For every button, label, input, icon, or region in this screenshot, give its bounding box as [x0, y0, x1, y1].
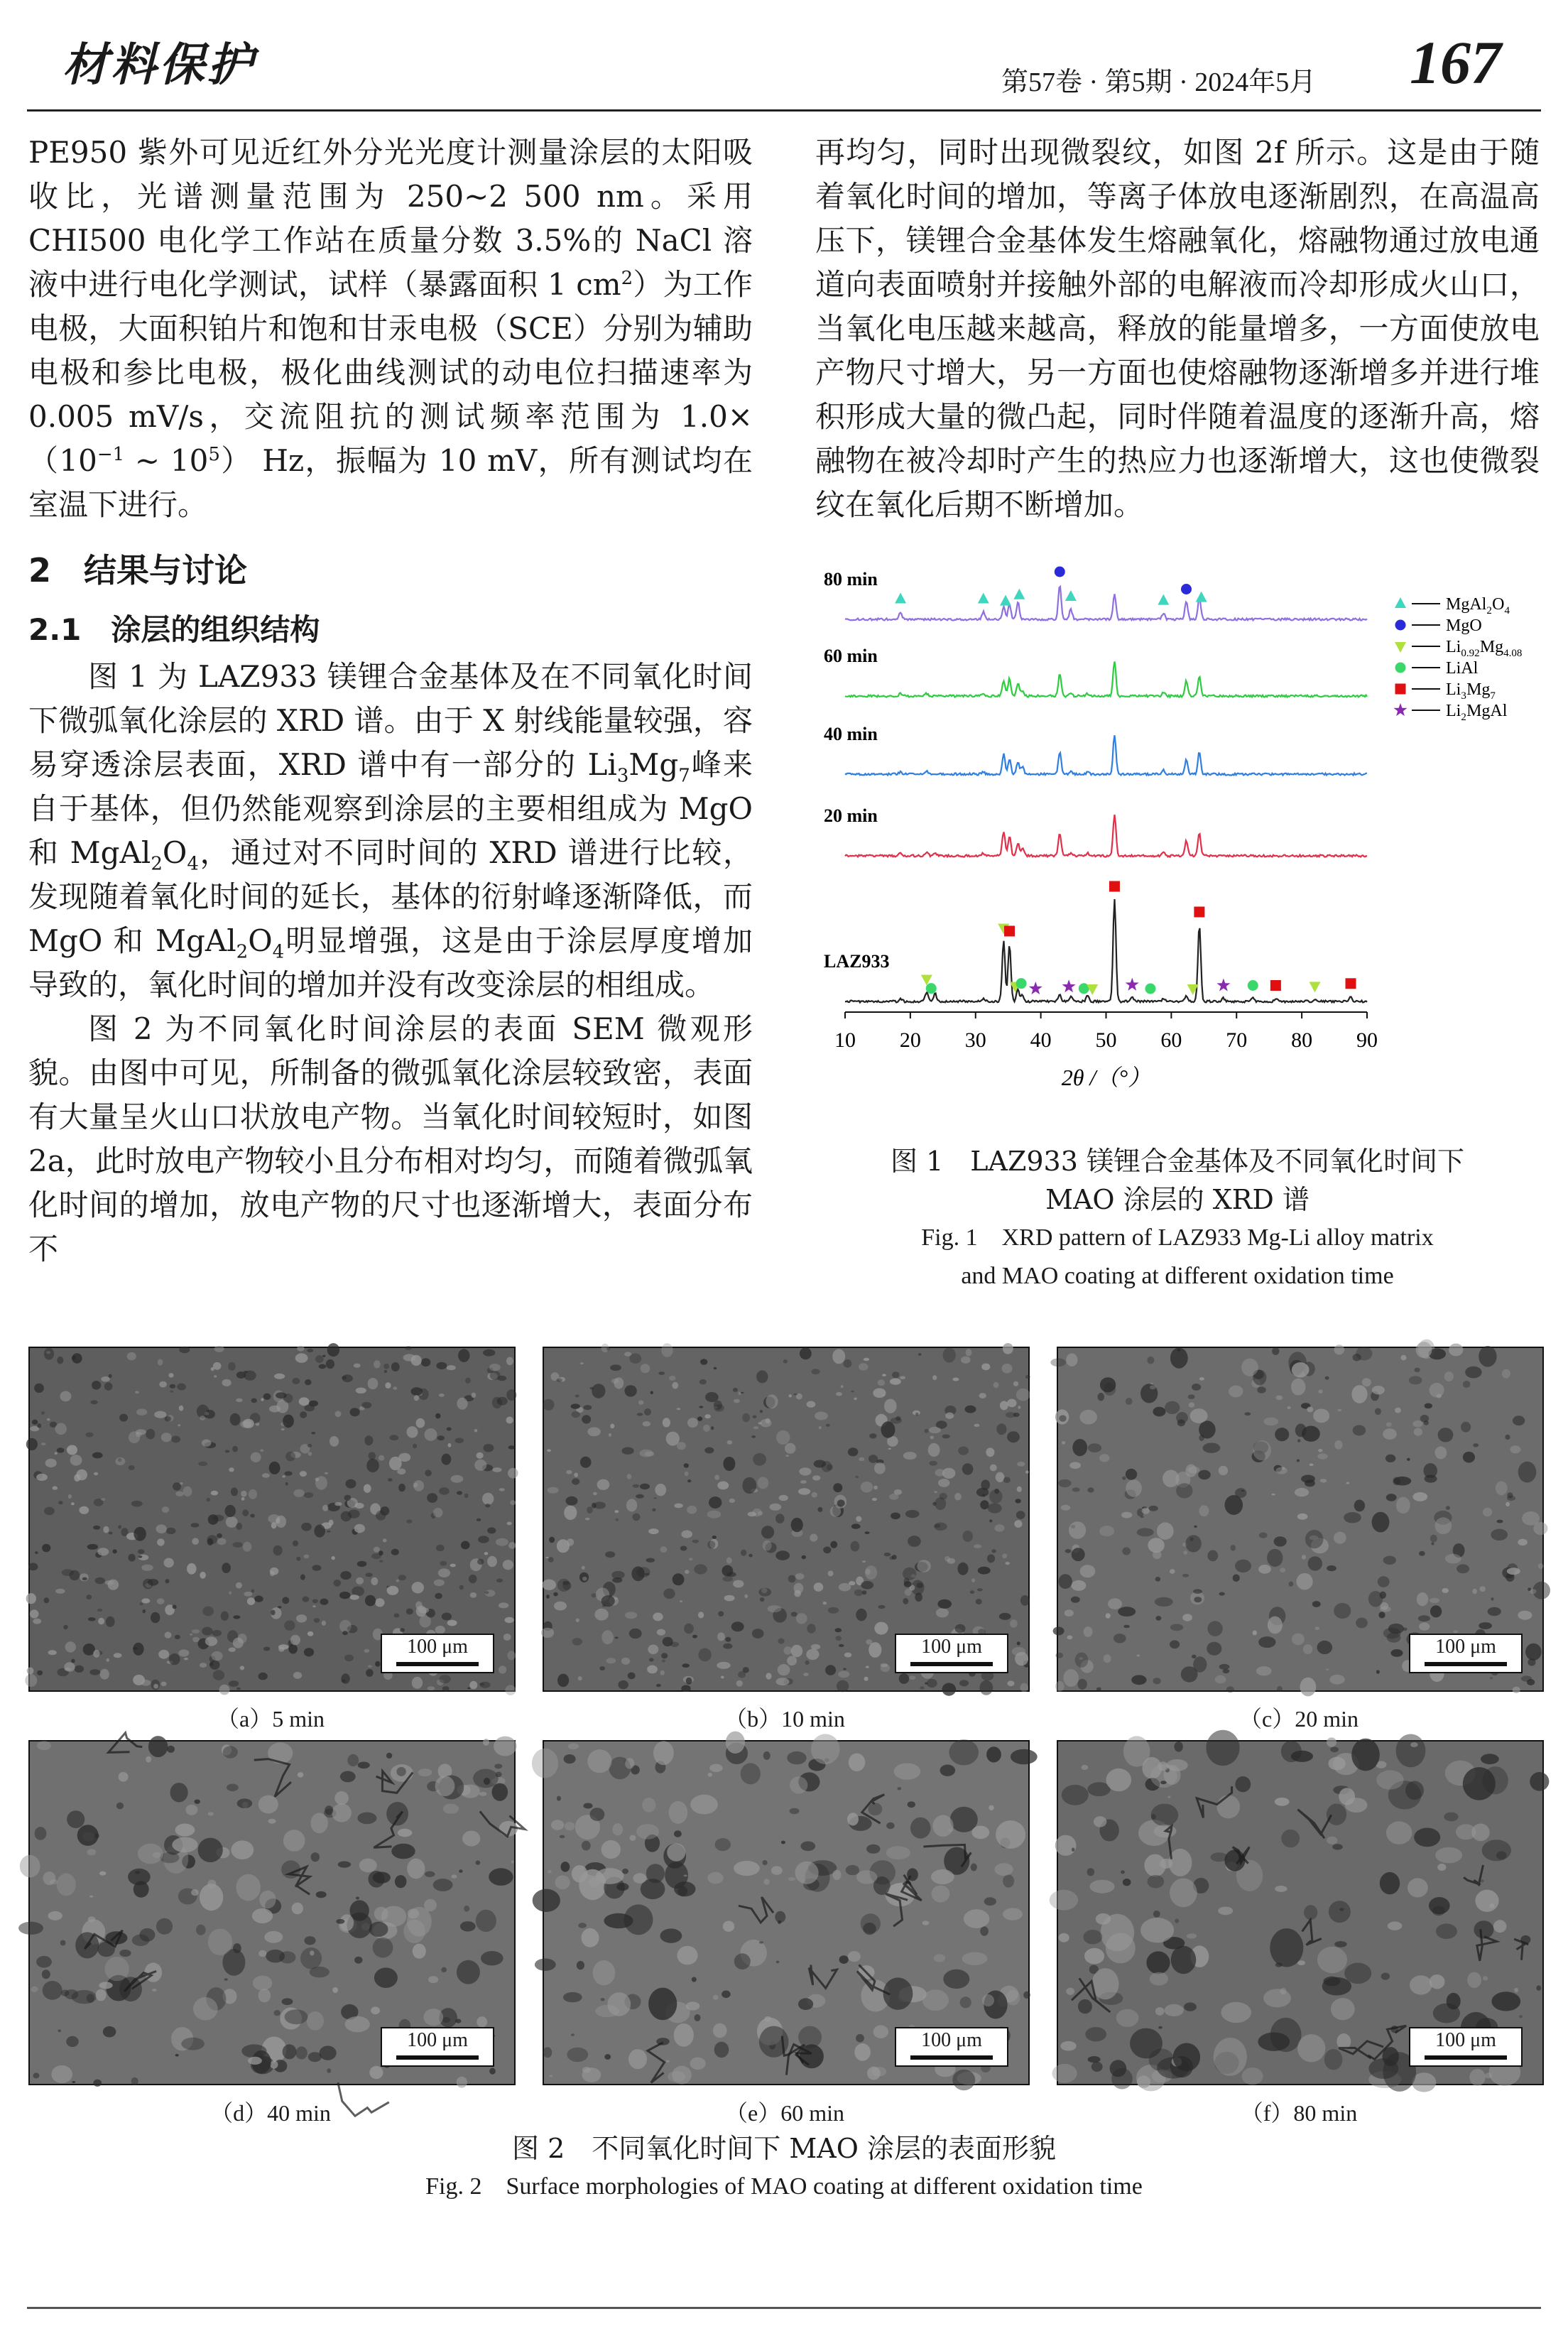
xrd-series-line	[845, 587, 1367, 621]
xrd-series-line	[845, 815, 1367, 857]
figure-1-caption-cn: 图 1 LAZ933 镁锂合金基体及不同氧化时间下	[891, 1146, 1464, 1177]
scale-bar	[396, 2055, 479, 2060]
chart-x-tick-label: 80	[1291, 1028, 1313, 1052]
scale-bar-label: 100 μm	[1435, 1636, 1496, 1658]
xrd-phase-marker	[1055, 567, 1065, 577]
header-rule	[27, 109, 1541, 112]
journal-logo: 材料保护	[62, 38, 256, 92]
chart-x-tick-label: 50	[1095, 1028, 1117, 1052]
chart-legend-entry: LiAl	[1446, 659, 1479, 678]
xrd-phase-marker	[1310, 982, 1321, 992]
right-column	[815, 131, 1540, 527]
paragraph-methods: PE950 紫外可见近红外分光光度计测量涂层的太阳吸收比，光谱测量范围为 250~2 500 nm。采用 CHI500 电化学工作站在质量分数 3.5%的 NaCl 溶液中进行电化学测试，试样（暴露面积 1 $cm^2$）为工作电极，大面积铂片和饱和甘汞电极（SCE）分别为辅助电极和参比电极，极化曲线测试的动电位扫描速率为 0.005 mV/s，交流阻抗的测试频率范围为 $1.0\times(10^{-1}$ ~ $10^5$） Hz，振幅为 10 mV，所有测试均在室温下进行。	[28, 135, 753, 522]
xrd-phase-marker	[1065, 590, 1077, 601]
sem-panel-label: （d）40 min	[210, 2100, 331, 2126]
xrd-phase-marker	[1395, 620, 1406, 631]
figure-2-caption	[422, 2129, 1146, 2206]
xrd-series-label: 20 min	[824, 805, 878, 826]
issue-info: 第57卷 · 第5期 · 2024年5月	[1001, 67, 1317, 97]
figure-2-caption-en: Fig. 2 Surface morphologies of MAO coating at different oxidation time	[425, 2173, 1143, 2200]
section-heading-results: 2 结果与讨论	[28, 551, 248, 589]
xrd-phase-marker	[1109, 881, 1120, 892]
left-column	[28, 131, 753, 1271]
scale-bar-label: 100 μm	[1435, 2029, 1496, 2051]
footer-rule	[27, 2307, 1541, 2309]
scale-bar	[1425, 1662, 1507, 1666]
xrd-phase-marker	[1126, 978, 1139, 991]
xrd-phase-marker	[1004, 925, 1015, 936]
chart-x-tick-label: 30	[964, 1028, 986, 1052]
sem-image	[543, 1347, 1030, 1692]
chart-legend-entry: $Li_2$ MgAl	[1446, 702, 1508, 723]
xrd-series-line	[845, 661, 1367, 697]
chart-x-axis-label: 2θ /（°）	[1061, 1065, 1151, 1090]
page-number: 167	[1410, 28, 1501, 97]
sem-panel-label: （e）60 min	[725, 2100, 844, 2126]
xrd-phase-marker	[1394, 703, 1408, 716]
chart-x-tick-label: 70	[1226, 1028, 1248, 1052]
scale-bar	[910, 1662, 993, 1666]
scale-bar-box	[895, 2027, 1008, 2067]
xrd-phase-marker	[1145, 984, 1155, 994]
xrd-phase-marker	[1000, 595, 1011, 606]
xrd-phase-marker	[1016, 978, 1027, 989]
sem-image	[28, 1347, 516, 1692]
scale-bar-label: 100 μm	[407, 2029, 468, 2051]
xrd-phase-marker	[1181, 584, 1192, 594]
sem-panel-label: （a）5 min	[217, 1706, 325, 1732]
scale-bar	[396, 1662, 479, 1666]
sem-panel-label: （c）20 min	[1239, 1706, 1359, 1732]
figure-1-caption	[815, 1142, 1540, 1295]
xrd-phase-marker	[1194, 907, 1204, 918]
xrd-series-label: LAZ933	[824, 951, 890, 972]
scale-bar	[1425, 2055, 1507, 2060]
xrd-chart	[817, 569, 1548, 1122]
xrd-phase-marker	[1013, 589, 1025, 599]
chart-x-tick-label: 20	[899, 1028, 921, 1052]
sem-image	[1057, 1740, 1544, 2085]
xrd-series-line	[845, 899, 1367, 1002]
chart-legend-entry: MgO	[1446, 616, 1482, 635]
subsection-heading-structure: 2.1 涂层的组织结构	[28, 612, 320, 647]
scale-bar-box	[1409, 2027, 1523, 2067]
figure-2-caption-cn: 图 2 不同氧化时间下 MAO 涂层的表面形貌	[512, 2133, 1056, 2164]
chart-x-tick-label: 10	[834, 1028, 856, 1052]
figure-1-caption-cn-line2: MAO 涂层的 XRD 谱	[1045, 1184, 1310, 1215]
xrd-phase-marker	[1248, 980, 1258, 991]
chart-x-tick-label: 40	[1030, 1028, 1052, 1052]
xrd-phase-marker	[1270, 980, 1281, 991]
xrd-series-label: 80 min	[824, 569, 878, 589]
xrd-phase-marker	[926, 983, 937, 994]
scale-bar-box	[1409, 1634, 1523, 1673]
xrd-phase-marker	[1395, 684, 1406, 695]
sem-image	[1057, 1347, 1544, 1692]
xrd-phase-marker	[1395, 597, 1406, 608]
scale-bar-label: 100 μm	[407, 1636, 468, 1658]
xrd-phase-marker	[895, 593, 906, 604]
xrd-series-line	[845, 735, 1367, 775]
scale-bar	[910, 2055, 993, 2060]
sem-image	[543, 1740, 1030, 2085]
sem-panel-label: （b）10 min	[724, 1706, 845, 1732]
xrd-phase-marker	[1158, 594, 1169, 605]
chart-x-tick-label: 90	[1356, 1028, 1378, 1052]
paragraph-sem-continued: 再均匀，同时出现微裂纹，如图 2f 所示。这是由于随着氧化时间的增加，等离子体放电逐渐剧烈，在高温高压下，镁锂合金基体发生熔融氧化，熔融物通过放电通道向表面喷射并接触外部的电解液而冷却形成火山口，当氧化电压越来越高，释放的能量增多，一方面使放电产物尺寸增大，另一方面也使熔融物逐渐增多并进行堆积形成大量的微凸起，同时伴随着温度的逐渐升高，熔融物在被冷却时产生的热应力也逐渐增大，这也使微裂纹在氧化后期不断增加。	[815, 135, 1540, 522]
xrd-phase-marker	[1216, 979, 1230, 991]
scale-bar-box	[895, 1634, 1008, 1673]
sem-image	[28, 1740, 516, 2085]
scale-bar-box	[381, 1634, 494, 1673]
chart-legend-entry: MgAl$_2$ $O_4$	[1446, 595, 1510, 616]
chart-legend-entry: $Li_{0.92}$ $Mg_{4.08}$	[1446, 638, 1523, 659]
scale-bar-box	[381, 2027, 494, 2067]
figure-1-caption-en-line2: and MAO coating at different oxidation time	[961, 1263, 1394, 1289]
xrd-series-label: 60 min	[824, 646, 878, 666]
chart-legend-entry: $Li_3$ $Mg_7$	[1446, 680, 1496, 702]
scale-bar-label: 100 μm	[921, 2029, 982, 2051]
xrd-series-label: 40 min	[824, 724, 878, 744]
sem-panel-label: （f）80 min	[1240, 2100, 1358, 2126]
xrd-phase-marker	[1062, 979, 1076, 992]
xrd-phase-marker	[1029, 982, 1042, 994]
figure-1-caption-en: Fig. 1 XRD pattern of LAZ933 Mg-Li alloy matrix	[921, 1224, 1434, 1251]
xrd-phase-marker	[1346, 978, 1356, 989]
paragraph-xrd: 图 1 为 LAZ933 镁锂合金基体及在不同氧化时间下微弧氧化涂层的 XRD 谱。由于 X 射线能量较强，容易穿透涂层表面，XRD 谱中有一部分的 $Li_3Mg_7$峰来自于基体，但仍然能观察到涂层的主要相组成为 MgO 和 $MgAl_2O_4$，通过对不同时间的 XRD 谱进行比较，发现随着氧化时间的延长，基体的衍射峰逐渐降低，而 MgO 和 $MgAl_2O_4$明显增强，这是由于涂层厚度增加导致的，氧化时间的增加并没有改变涂层的相组成。	[28, 659, 753, 1002]
xrd-phase-marker	[978, 593, 989, 604]
paragraph-sem: 图 2 为不同氧化时间涂层的表面 SEM 微观形貌。由图中可见，所制备的微弧氧化涂层较致密，表面有大量呈火山口状放电产物。当氧化时间较短时，如图 2a，此时放电产物较小且分布相对均匀，而随着微弧氧化时间的增加，放电产物的尺寸也逐渐增大，表面分布不	[28, 1011, 753, 1266]
xrd-phase-marker	[1395, 663, 1406, 673]
chart-x-tick-label: 60	[1160, 1028, 1182, 1052]
xrd-phase-marker	[1196, 592, 1207, 602]
xrd-phase-marker	[1395, 642, 1406, 653]
scale-bar-label: 100 μm	[921, 1636, 982, 1658]
